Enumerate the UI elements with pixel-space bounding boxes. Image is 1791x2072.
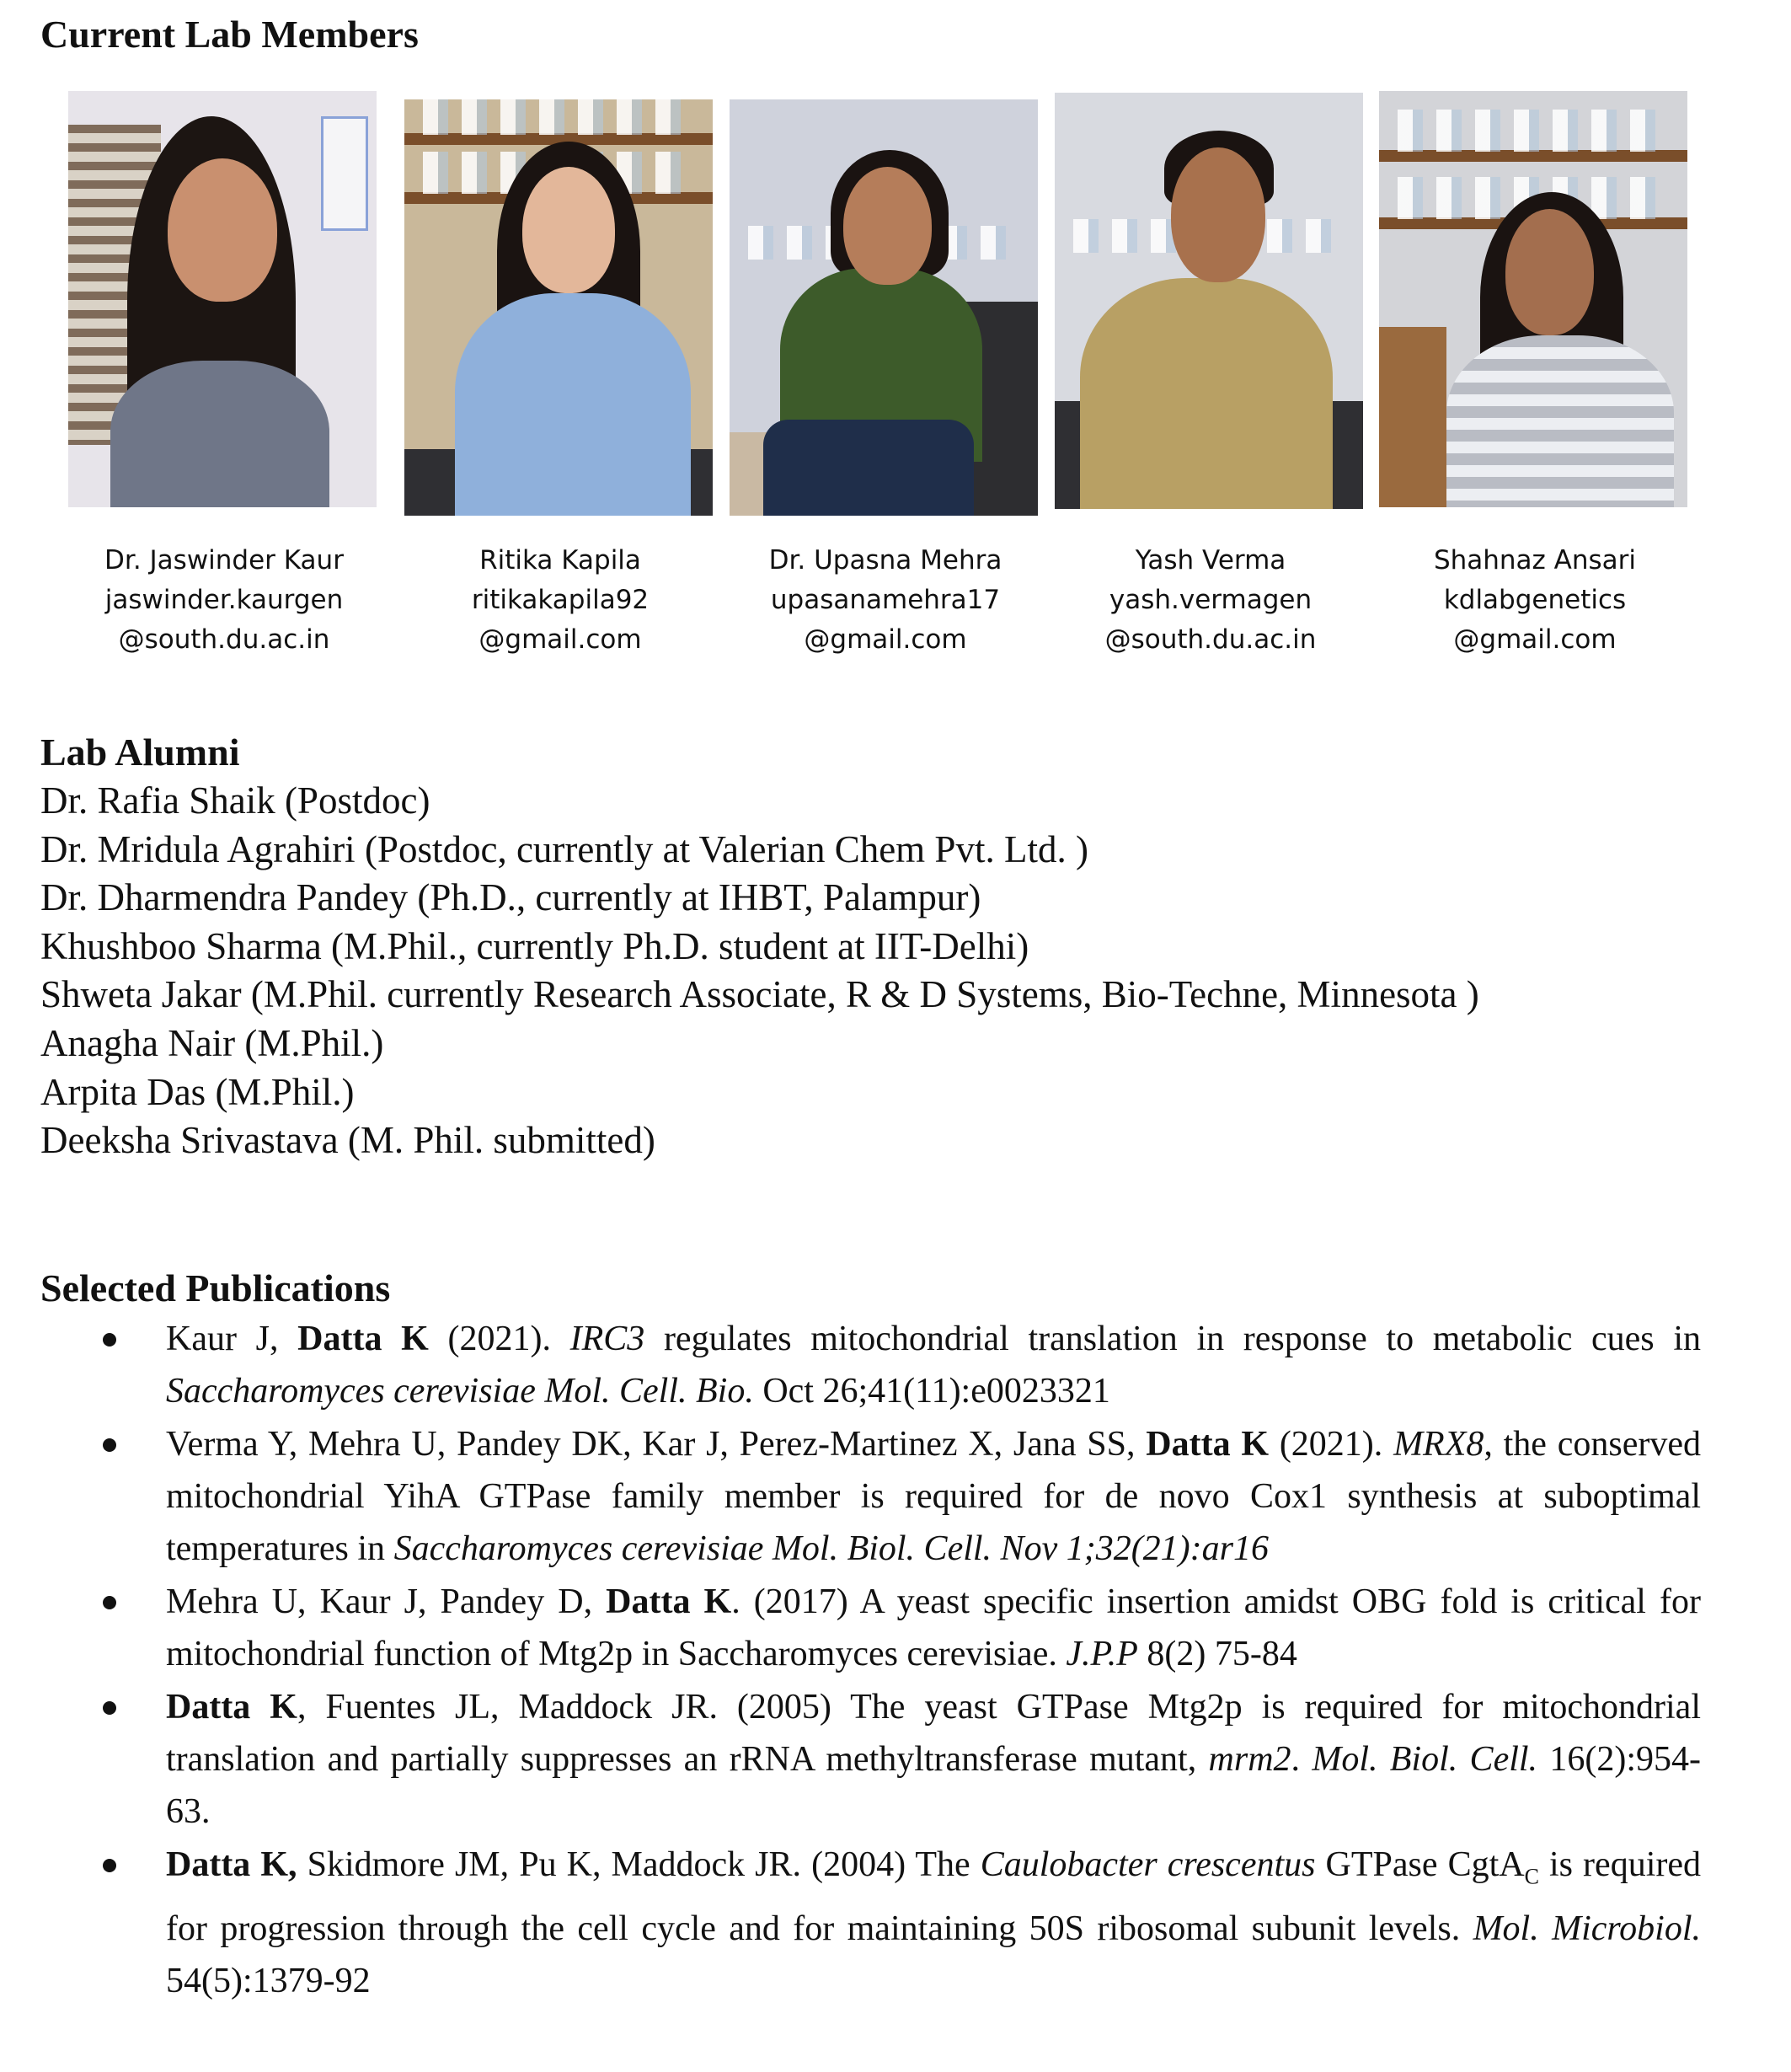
members-grid <box>0 91 1791 672</box>
member-email-user: ritikakapila92 <box>471 585 650 615</box>
publication-text: Kaur J, Datta K (2021). IRC3 regulates mitochondrial translation in response to metabolic cues in Saccharomyces cerevisiae Mol. Cell. Bio. Oct 26;41(11):e0023321 <box>166 1320 1701 1411</box>
publication-text: Datta K, Skidmore JM, Pu K, Maddock JR. (2004) The Caulobacter crescentus GTPase CgtA$_C$ is required for progression through the cell cycle and for maintaining 50S ribosomal subunit levels. Mol. Microbiol. 54(5):1379-92 <box>166 1845 1702 2001</box>
publications-heading: Selected Publications <box>40 1266 391 1309</box>
member-caption <box>1055 541 1366 660</box>
member-photo <box>730 99 1038 516</box>
bullet-icon <box>103 1333 116 1347</box>
publication-text: Verma Y, Mehra U, Pandey DK, Kar J, Perez-Martinez X, Jana SS, Datta K (2021). MRX8, the conserved mitochondrial YihA GTPase family member is required for de novo Cox1 synthesis at suboptimal temperatures in Saccharomyces cerevisiae Mol. Biol. Cell. Nov 1;32(21):ar16 <box>166 1425 1701 1568</box>
member-email-domain: @gmail.com <box>1453 624 1617 655</box>
member-email-domain: @gmail.com <box>804 624 967 655</box>
member-name: Shahnaz Ansari <box>1433 545 1637 576</box>
current-members-heading: Current Lab Members <box>40 13 419 56</box>
alumni-item: Arpita Das (M.Phil.) <box>40 1070 355 1113</box>
member-email-user: upasanamehra17 <box>770 585 1001 615</box>
member-card <box>1379 91 1691 660</box>
member-photo <box>1379 91 1687 507</box>
member-card <box>730 91 1041 660</box>
member-photo <box>404 99 713 516</box>
member-email-domain: @gmail.com <box>478 624 642 655</box>
member-card <box>1055 91 1366 660</box>
alumni-item: Dr. Dharmendra Pandey (Ph.D., currently at IHBT, Palampur) <box>40 876 981 919</box>
member-email-user: jaswinder.kaurgen <box>104 585 344 615</box>
member-caption <box>68 541 380 660</box>
member-email-domain: @south.du.ac.in <box>118 624 330 655</box>
alumni-item: Anagha Nair (M.Phil.) <box>40 1021 384 1064</box>
bullet-icon <box>103 1596 116 1609</box>
publication-text: Datta K, Fuentes JL, Maddock JR. (2005) The yeast GTPase Mtg2p is required for mitochondrial translation and partially suppresses an rRNA methyltransferase mutant, mrm2. Mol. Biol. Cell. 16(2):954-63. <box>166 1688 1701 1831</box>
alumni-item: Deeksha Srivastava (M. Phil. submitted) <box>40 1119 655 1162</box>
alumni-list <box>40 777 1479 1165</box>
member-name: Dr. Upasna Mehra <box>768 545 1002 576</box>
bullet-icon <box>103 1701 116 1715</box>
publication-text: Mehra U, Kaur J, Pandey D, Datta K. (2017) A yeast specific insertion amidst OBG fold is critical for mitochondrial function of Mtg2p in Saccharomyces cerevisiae. J.P.P 8(2) 75-84 <box>166 1582 1701 1673</box>
alumni-item: Khushboo Sharma (M.Phil., currently Ph.D. student at IIT-Delhi) <box>40 924 1029 967</box>
member-email-user: kdlabgenetics <box>1443 585 1627 615</box>
alumni-heading: Lab Alumni <box>40 731 240 774</box>
member-photo <box>68 91 377 507</box>
member-photo <box>1055 93 1363 509</box>
member-name: Dr. Jaswinder Kaur <box>104 545 344 576</box>
member-email-domain: @south.du.ac.in <box>1104 624 1317 655</box>
member-name: Yash Verma <box>1135 545 1286 576</box>
bullet-icon <box>103 1859 116 1872</box>
bullet-icon <box>103 1438 116 1452</box>
member-caption <box>1379 541 1691 660</box>
member-card <box>68 91 380 660</box>
member-email-user: yash.vermagen <box>1109 585 1313 615</box>
alumni-item: Dr. Rafia Shaik (Postdoc) <box>40 779 430 822</box>
member-caption <box>404 541 716 660</box>
member-name: Ritika Kapila <box>479 545 641 576</box>
member-caption <box>730 541 1041 660</box>
alumni-item: Shweta Jakar (M.Phil. currently Research Associate, R & D Systems, Bio-Techne, Minnesota ) <box>40 973 1479 1016</box>
alumni-item: Dr. Mridula Agrahiri (Postdoc, currently at Valerian Chem Pvt. Ltd. ) <box>40 827 1088 870</box>
member-card <box>404 91 716 660</box>
